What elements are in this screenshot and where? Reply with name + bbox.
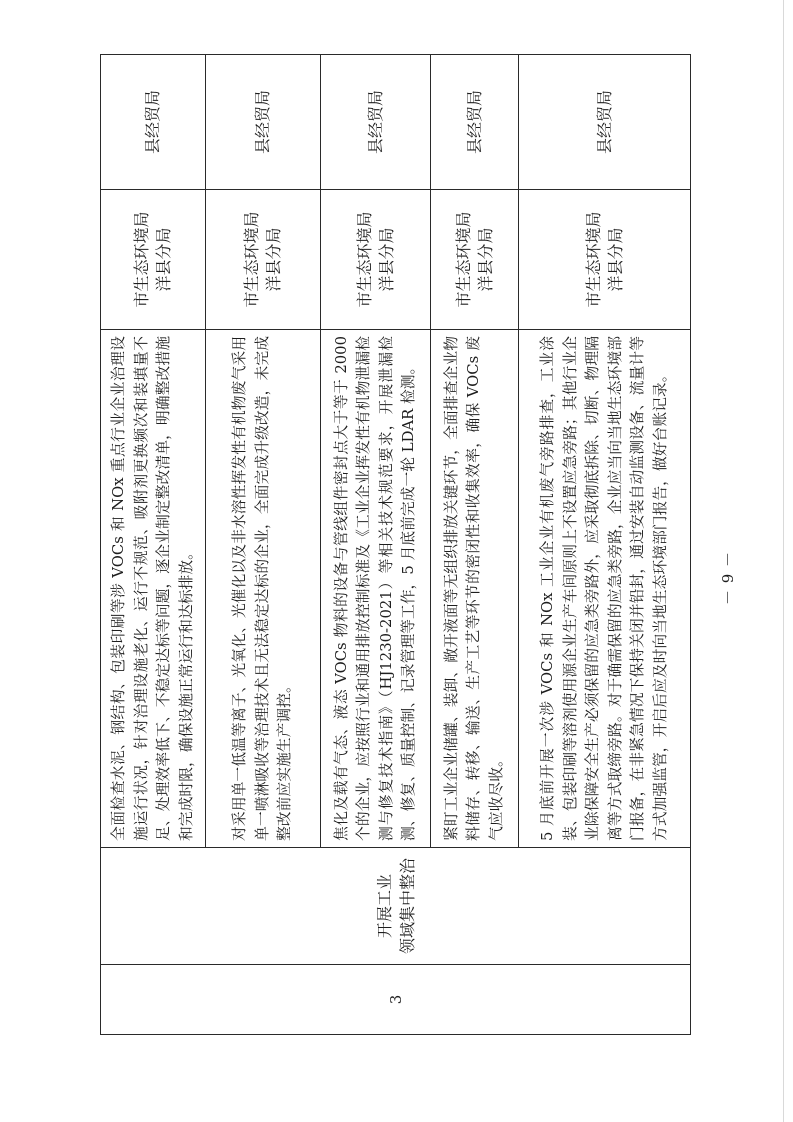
task-content-cell: 紧盯工业企业储罐、装卸、敞开液面等无组织排放关键环节，全面排查企业物料储存、转移、输送、生产工艺等环节的密闭性和收集效率，确保 VOCs 废气应收尽收。 — [431, 330, 519, 848]
task-content-cell: 对采用单一低温等离子、光氧化、光催化以及非水溶性挥发性有机物废气采用单一喷淋吸收等治理技术且无法稳定达标的企业，全面完成升级改造，未完成整改前应实施生产调控。 — [206, 330, 321, 848]
lead-unit-cell: 市生态环境局 洋县分局 — [321, 190, 431, 330]
task-name-cell: 开展工业 领域集中整治 — [101, 848, 691, 965]
scan-edge-line — [783, 0, 784, 1122]
table-row — [101, 55, 206, 1035]
lead-unit-cell: 市生态环境局 洋县分局 — [206, 190, 321, 330]
serial-number-cell: 3 — [101, 965, 691, 1035]
lead-unit-cell: 市生态环境局 洋县分局 — [101, 190, 206, 330]
coop-unit-cell: 县经贸局 — [101, 55, 206, 190]
coop-unit-cell: 县经贸局 — [206, 55, 321, 190]
coop-unit-cell: 县经贸局 — [431, 55, 519, 190]
task-content-cell: 5 月底前开展一次涉 VOCs 和 NOx 工业企业有机废气旁路排查，工业涂装、包装印刷等溶剂使用源企业生产车间原则上不设置应急旁路；其他行业企业除保障安全生产必须保留的应急类旁路外，应采取彻底拆除、切断、物理隔离等方式取缔旁路。对于确需保留的应急类旁路，企业应当向当地生态环境部门报备，在非紧急情况下保持关闭并铅封，通过安装自动监测设备、流量计等方式加强监管，开启后应及时向当地生态环境部门报告，做好台账记录。 — [519, 330, 691, 848]
task-content-cell: 焦化及载有气态、液态 VOCs 物料的设备与管线组件密封点大于等于 2000 个的企业，应按照行业和通用排放控制标准及《工业企业挥发性有机物泄漏检测与修复技术指南》（HJ1230-2021）等相关技术规范要求，开展泄漏检测、修复、质量控制、记录管理等工作，5 月底前完成一轮 LDAR 检测。 — [321, 330, 431, 848]
coop-unit-cell: 县经贸局 — [321, 55, 431, 190]
lead-unit-cell: 市生态环境局 洋县分局 — [431, 190, 519, 330]
landscape-sheet — [100, 55, 750, 1035]
task-content-cell: 全面检查水泥、钢结构、包装印刷等涉 VOCs 和 NOx 重点行业企业治理设施运行状况，针对治理设施老化、运行不规范、吸附剂更换频次和装填量不足、处理效率低下、不稳定达标等问题，逐企业制定整改清单，明确整改措施和完成时限，确保设施正常运行和达标排放。 — [101, 330, 206, 848]
page-number: － 9 － — [719, 550, 737, 606]
coop-unit-cell: 县经贸局 — [519, 55, 691, 190]
lead-unit-cell: 市生态环境局 洋县分局 — [519, 190, 691, 330]
task-table — [100, 54, 691, 1035]
